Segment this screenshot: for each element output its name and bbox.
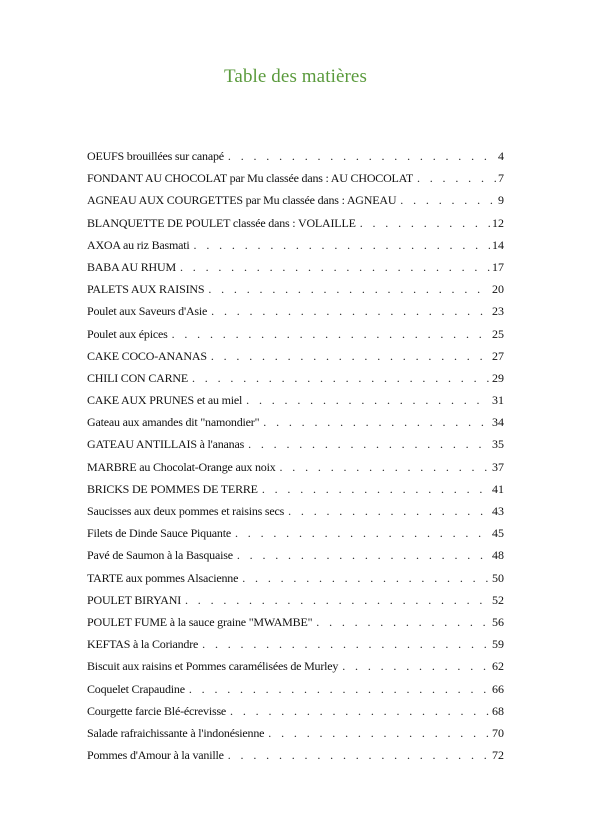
toc-entry-title: Poulet aux Saveurs d'Asie <box>87 304 208 319</box>
toc-entry-title: CAKE AUX PRUNES et au miel <box>87 393 243 408</box>
toc-entry[interactable] <box>87 479 504 501</box>
toc-entry-title: Saucisses aux deux pommes et raisins secs <box>87 504 285 518</box>
toc-entry-title: Courgette farcie Blé-écrevisse <box>87 703 227 718</box>
dot-leader <box>288 501 490 521</box>
toc-entry-page-number: 31 <box>492 393 504 408</box>
toc-entry[interactable] <box>87 457 504 479</box>
toc-entry[interactable] <box>87 279 504 301</box>
toc-entry[interactable] <box>87 235 504 257</box>
dot-leader <box>180 257 490 277</box>
toc-entry-page-number: 4 <box>498 149 504 163</box>
toc-entry-title: Poulet aux épices <box>87 326 168 341</box>
toc-entry-page-number: 20 <box>492 282 504 297</box>
toc-entry-title: Biscuit aux raisins et Pommes caramélisées de Murley <box>87 659 339 674</box>
toc-entry-title: Pavé de Saumon à la Basquaise <box>87 548 233 563</box>
toc-entry-title: KEFTAS à la Coriandre <box>87 637 199 652</box>
dot-leader <box>417 168 496 188</box>
dot-leader <box>211 301 490 321</box>
toc-entry-page-number: 37 <box>492 459 504 474</box>
toc-entry[interactable] <box>87 612 504 634</box>
toc-entry-page-number: 50 <box>492 570 504 585</box>
toc-entry-page-number: 70 <box>492 725 504 740</box>
dot-leader <box>242 568 490 588</box>
toc-entry[interactable] <box>87 656 504 678</box>
toc-entry[interactable] <box>87 324 504 346</box>
dot-leader <box>211 346 490 366</box>
dot-leader <box>202 634 490 654</box>
dot-leader <box>360 213 490 233</box>
dot-leader <box>262 479 490 499</box>
dot-leader <box>194 235 490 255</box>
dot-leader <box>235 523 490 543</box>
toc-entry[interactable] <box>87 679 504 701</box>
toc-entry-title: BABA AU RHUM <box>87 259 176 274</box>
toc-entry-page-number: 59 <box>492 637 504 652</box>
toc-entry-title: Coquelet Crapaudine <box>87 681 185 696</box>
toc-entry-page-number: 27 <box>492 348 504 363</box>
toc-entry-title: GATEAU ANTILLAIS à l'ananas <box>87 437 245 452</box>
toc-entry-title: PALETS AUX RAISINS <box>87 282 205 297</box>
toc-entry-page-number: 23 <box>492 304 504 319</box>
toc-entry[interactable] <box>87 213 504 235</box>
toc-entry-page-number: 43 <box>492 504 504 518</box>
dot-leader <box>400 190 496 210</box>
toc-entry[interactable] <box>87 701 504 723</box>
dot-leader <box>230 701 490 721</box>
toc-entry-page-number: 66 <box>492 681 504 696</box>
toc-entry-title: Salade rafraichissante à l'indonésienne <box>87 725 265 740</box>
dot-leader <box>316 612 490 632</box>
toc-entry[interactable] <box>87 523 504 545</box>
toc-entry-page-number: 9 <box>498 193 504 208</box>
dot-leader <box>280 457 491 477</box>
toc-entry-title: CAKE COCO-ANANAS <box>87 348 207 363</box>
toc-entry[interactable] <box>87 501 504 523</box>
dot-leader <box>189 679 490 699</box>
toc-entry-title: FONDANT AU CHOCOLAT par Mu classée dans : AU CHOCOLAT <box>87 171 413 186</box>
toc-entry-title: POULET BIRYANI <box>87 592 181 607</box>
toc-entry[interactable] <box>87 368 504 390</box>
toc-entry-title: TARTE aux pommes Alsacienne <box>87 570 239 585</box>
dot-leader <box>246 390 490 410</box>
toc-entry-title: BRICKS DE POMMES DE TERRE <box>87 481 258 496</box>
toc-entry-title: OEUFS brouillées sur canapé <box>87 149 224 163</box>
toc-entry-page-number: 14 <box>492 237 504 252</box>
toc-entry[interactable] <box>87 434 504 456</box>
dot-leader <box>263 412 490 432</box>
toc-entry[interactable] <box>87 168 504 190</box>
toc-entry[interactable] <box>87 190 504 212</box>
toc-entry-title: Filets de Dinde Sauce Piquante <box>87 526 231 541</box>
toc-entry[interactable] <box>87 390 504 412</box>
dot-leader <box>228 146 496 166</box>
toc-entry-title: Pommes d'Amour à la vanille <box>87 748 224 763</box>
toc-entry[interactable] <box>87 412 504 434</box>
toc-entry[interactable] <box>87 301 504 323</box>
toc-entry[interactable] <box>87 634 504 656</box>
toc-entry-page-number: 72 <box>492 748 504 763</box>
toc-entry-title: Gateau aux amandes dit "namondier" <box>87 415 260 430</box>
toc-entry[interactable] <box>87 723 504 745</box>
toc-entry-page-number: 17 <box>492 259 504 274</box>
toc-entry[interactable] <box>87 745 504 767</box>
toc-entry-page-number: 56 <box>492 614 504 629</box>
toc-entry-title: MARBRE au Chocolat-Orange aux noix <box>87 459 276 474</box>
toc-entry-page-number: 34 <box>492 415 504 430</box>
toc-entry-page-number: 68 <box>492 703 504 718</box>
toc-entry-title: BLANQUETTE DE POULET classée dans : VOLAILLE <box>87 215 356 230</box>
dot-leader <box>237 545 490 565</box>
toc-entry-page-number: 12 <box>492 215 504 230</box>
toc-entry-title: POULET FUME à la sauce graine "MWAMBE" <box>87 614 313 629</box>
dot-leader <box>268 723 490 743</box>
dot-leader <box>342 656 490 676</box>
toc-entry-page-number: 41 <box>492 481 504 496</box>
toc-entry-page-number: 7 <box>498 171 504 186</box>
toc-entry-page-number: 62 <box>492 659 504 674</box>
toc-entry-page-number: 29 <box>492 370 504 385</box>
toc-entry[interactable] <box>87 146 504 168</box>
toc-entry[interactable] <box>87 568 504 590</box>
dot-leader <box>248 434 490 454</box>
dot-leader <box>192 368 490 388</box>
toc-entry-title: AXOA au riz Basmati <box>87 237 190 252</box>
toc-entry-page-number: 52 <box>492 592 504 607</box>
toc-entry-page-number: 45 <box>492 526 504 541</box>
toc-entry[interactable] <box>87 545 504 567</box>
dot-leader <box>172 324 490 344</box>
toc-entry-page-number: 35 <box>492 437 504 452</box>
toc-entry-title: AGNEAU AUX COURGETTES par Mu classée dans : AGNEAU <box>87 193 397 208</box>
dot-leader <box>208 279 490 299</box>
toc-entry-page-number: 25 <box>492 326 504 341</box>
page-title: Table des matières <box>224 66 367 87</box>
dot-leader <box>185 590 490 610</box>
toc-entry[interactable] <box>87 257 504 279</box>
toc-entry[interactable] <box>87 346 504 368</box>
dot-leader <box>228 745 490 765</box>
toc-entry-page-number: 48 <box>492 548 504 563</box>
table-of-contents <box>87 146 504 767</box>
toc-entry-title: CHILI CON CARNE <box>87 370 188 385</box>
toc-entry[interactable] <box>87 590 504 612</box>
